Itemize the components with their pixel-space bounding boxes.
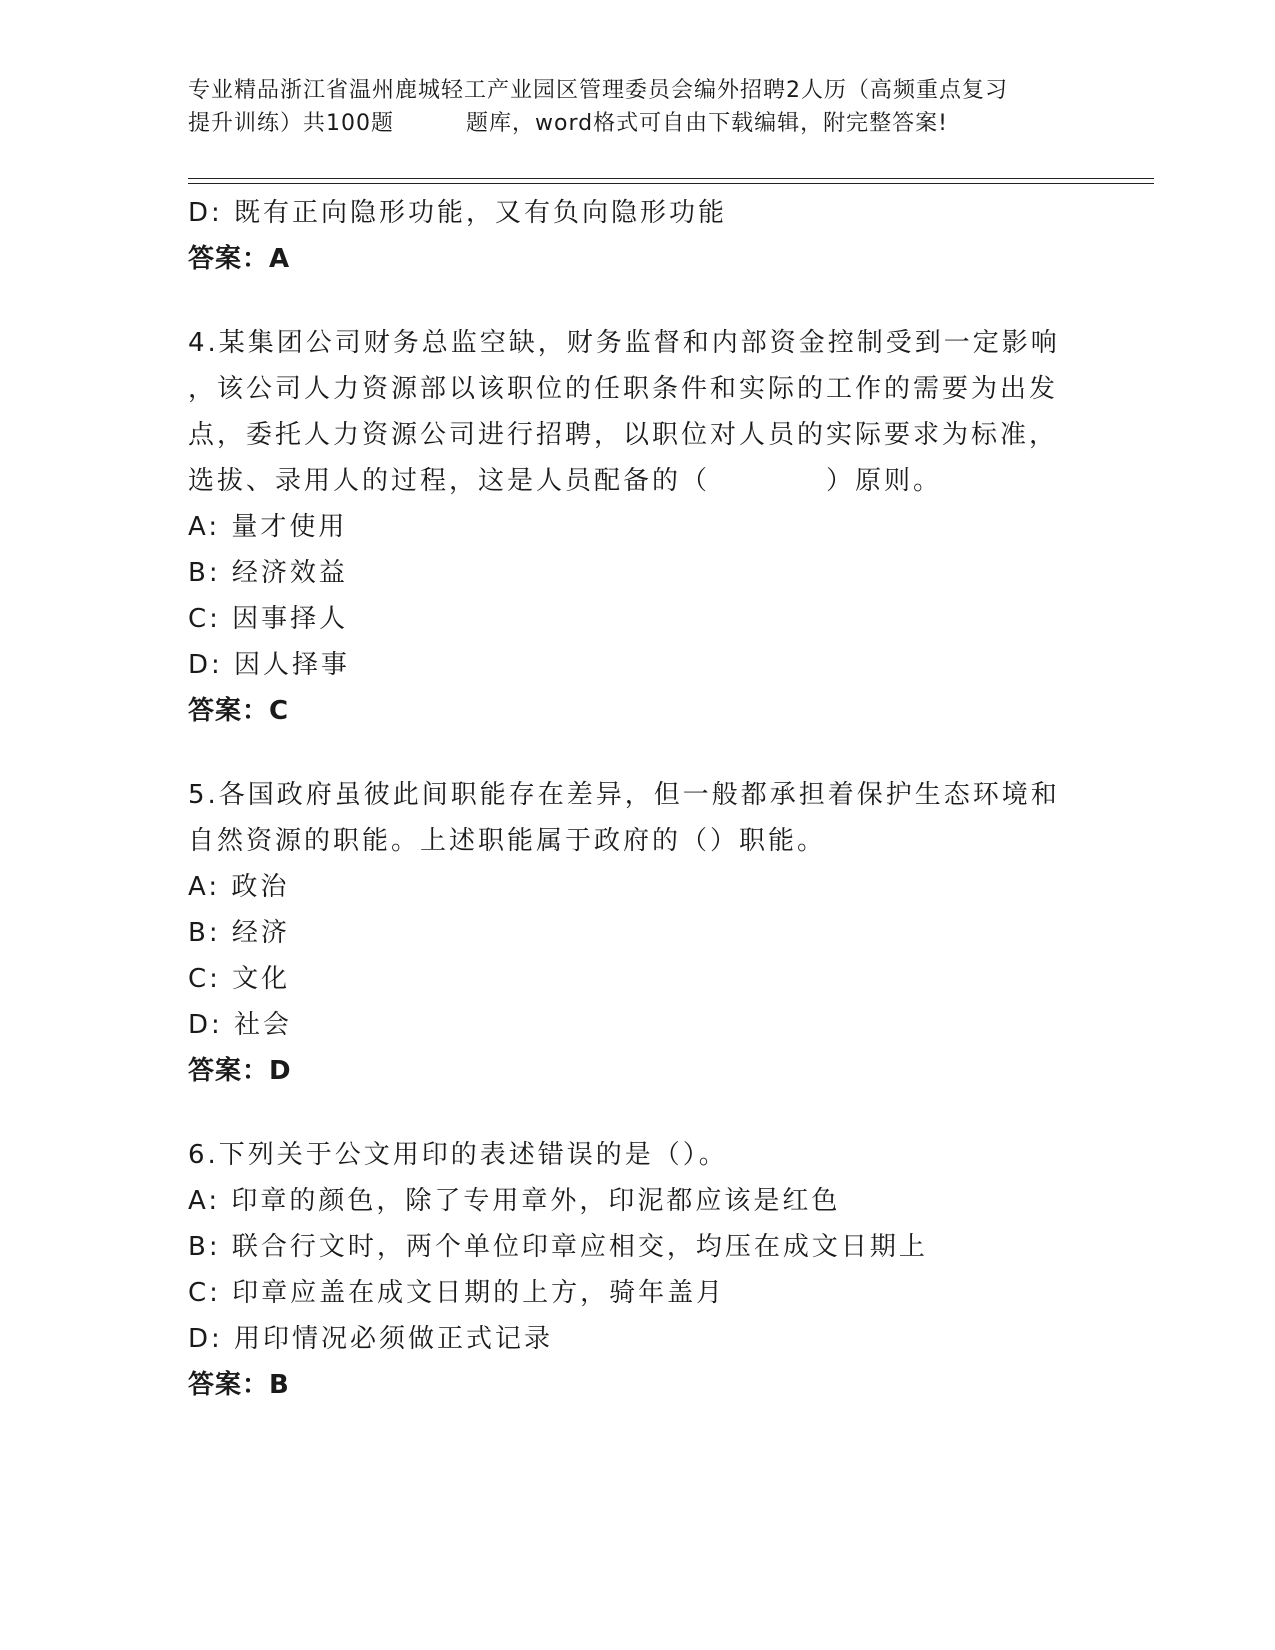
question-stem-line: 5.各国政府虽彼此间职能存在差异，但一般都承担着保护生态环境和 (188, 780, 1060, 810)
option-d: D: 用印情况必须做正式记录 (188, 1324, 554, 1354)
option-c: C: 文化 (188, 964, 291, 994)
header-title-line-2 (188, 107, 1088, 140)
document-header (188, 74, 1088, 140)
question-list (188, 190, 1088, 1408)
question-stem-line: 点，委托人力资源公司进行招聘，以职位对人员的实际要求为标准， (188, 420, 1059, 450)
option-d: D: 因人择事 (188, 650, 351, 680)
header-divider-top (188, 178, 1154, 179)
option-b: B: 经济效益 (188, 558, 348, 588)
question-3-tail (188, 190, 1088, 282)
option-a: A: 政治 (188, 872, 290, 902)
header-title-line-2-left: 提升训练）共100题 (188, 111, 394, 136)
question-5 (188, 772, 1088, 1094)
question-4 (188, 320, 1088, 734)
header-title-line-2-right: 题库，word格式可自由下载编辑，附完整答案! (466, 111, 948, 136)
question-6 (188, 1132, 1088, 1408)
answer-line: 答案：C (188, 696, 290, 726)
question-stem-line: 6.下列关于公文用印的表述错误的是（）。 (188, 1140, 728, 1170)
option-a: A: 印章的颜色，除了专用章外，印泥都应该是红色 (188, 1186, 841, 1216)
option-c: C: 印章应盖在成文日期的上方，骑年盖月 (188, 1278, 726, 1308)
question-stem-line: 自然资源的职能。上述职能属于政府的（）职能。 (188, 826, 827, 856)
question-stem-line: ，该公司人力资源部以该职位的任职条件和实际的工作的需要为出发 (188, 374, 1059, 404)
header-title-line-1: 专业精品浙江省温州鹿城轻工产业园区管理委员会编外招聘2人历（高频重点复习 (188, 78, 1008, 103)
option-b: B: 联合行文时，两个单位印章应相交，均压在成文日期上 (188, 1232, 928, 1262)
option-d: D: 社会 (188, 1010, 293, 1040)
question-stem-line: 4.某集团公司财务总监空缺，财务监督和内部资金控制受到一定影响 (188, 328, 1060, 358)
answer-line: 答案：A (188, 244, 291, 274)
header-divider-bottom (188, 183, 1154, 184)
option-c: C: 因事择人 (188, 604, 349, 634)
option-d: D: 既有正向隐形功能，又有负向隐形功能 (188, 198, 728, 228)
answer-line: 答案：D (188, 1056, 292, 1086)
option-b: B: 经济 (188, 918, 290, 948)
option-a: A: 量才使用 (188, 512, 348, 542)
question-stem-line: 选拔、录用人的过程，这是人员配备的（ ）原则。 (188, 466, 943, 496)
answer-line: 答案：B (188, 1370, 290, 1400)
